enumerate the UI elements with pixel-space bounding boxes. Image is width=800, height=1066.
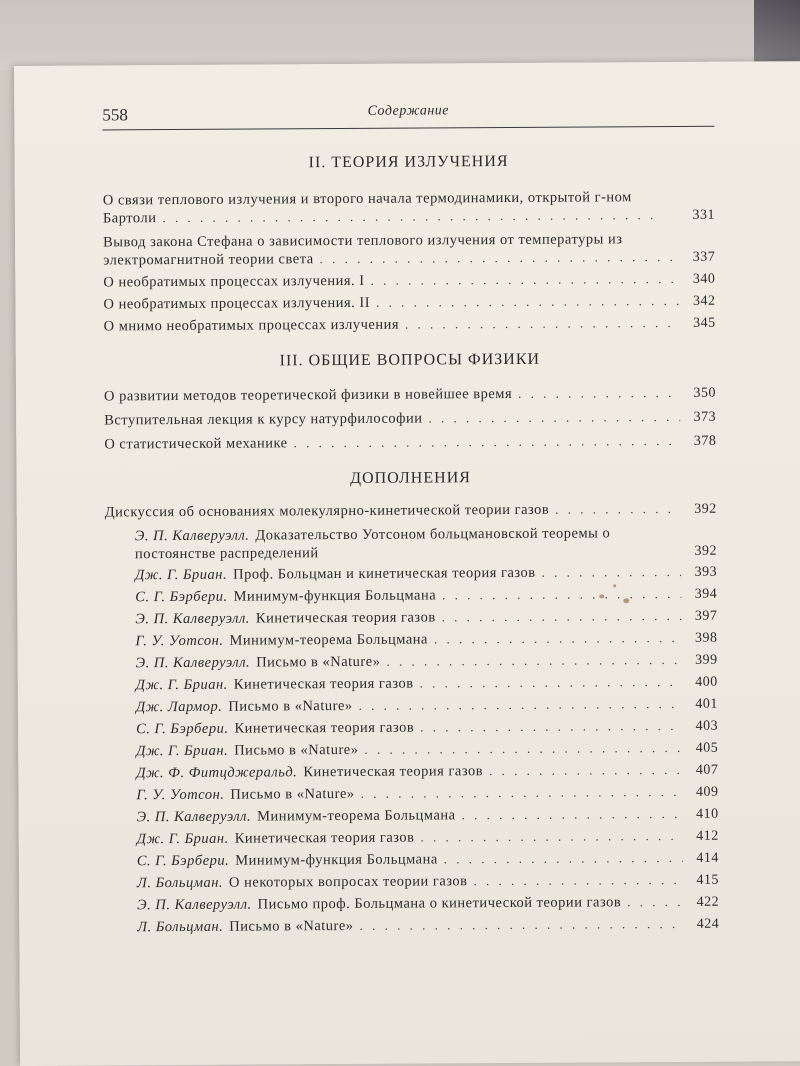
toc-entry-text: электромагнитной теории света bbox=[103, 251, 314, 269]
toc-author: Л. Больцман. bbox=[137, 918, 224, 936]
toc-entry bbox=[137, 849, 719, 871]
toc-entry-text: О некоторых вопросах теории газов bbox=[228, 873, 468, 891]
dot-leader bbox=[376, 292, 680, 312]
dot-leader bbox=[489, 761, 682, 780]
toc-page-number: 345 bbox=[693, 315, 716, 331]
toc-page-number: 398 bbox=[694, 630, 718, 646]
toc-entry-text: Минимум-теорема Больцмана bbox=[257, 807, 456, 825]
dot-leader bbox=[428, 408, 680, 428]
toc-page-number: 415 bbox=[696, 872, 720, 888]
running-head bbox=[102, 102, 714, 131]
toc-entry-text: Минимум-теорема Больцмана bbox=[229, 631, 428, 649]
dot-leader bbox=[442, 585, 681, 604]
dot-leader bbox=[434, 629, 682, 649]
toc-entry-text: Проф. Больцман и кинетическая теория газов bbox=[233, 564, 536, 583]
toc-author: С. Г. Бэрбери. bbox=[135, 588, 228, 606]
toc-page-number: 393 bbox=[694, 564, 718, 580]
toc-page-number: 399 bbox=[695, 652, 718, 668]
toc-entry-text: Вступительная лекция к курсу натурфилософии bbox=[104, 410, 423, 429]
dot-leader bbox=[473, 871, 683, 890]
dot-leader bbox=[462, 805, 683, 824]
toc-page-number: 409 bbox=[695, 784, 719, 800]
dot-leader bbox=[420, 827, 682, 847]
dot-leader bbox=[420, 717, 682, 737]
toc-author: Э. П. Калверуэлл. bbox=[137, 896, 252, 914]
toc-entry-text: Кинетическая теория газов bbox=[234, 829, 415, 847]
toc-entry bbox=[136, 739, 718, 761]
toc-author: Дж. Г. Бриан. bbox=[136, 742, 229, 760]
toc-author: Г. У. Уотсон. bbox=[136, 786, 225, 804]
toc-author: Э. П. Калверуэлл. bbox=[135, 610, 250, 628]
toc-entry bbox=[103, 292, 715, 314]
paper-stain bbox=[599, 594, 604, 598]
toc-entry-text: Письмо проф. Больцмана о кинетической теории газов bbox=[257, 894, 622, 913]
toc-page-number: 410 bbox=[696, 806, 719, 822]
toc-entry bbox=[136, 761, 718, 783]
toc-entry-text: Кинетическая теория газов bbox=[234, 719, 415, 737]
toc-page-number: 378 bbox=[693, 433, 717, 449]
toc-page-number: 392 bbox=[694, 543, 718, 559]
toc-author: Э. П. Калверуэлл. bbox=[134, 527, 250, 545]
dot-leader bbox=[320, 248, 680, 268]
dot-leader bbox=[386, 651, 681, 671]
toc-entry-text: Письмо в «Nature» bbox=[229, 917, 354, 935]
toc-entry-text: О мнимо необратимых процессах излучения bbox=[103, 316, 400, 335]
toc-entry bbox=[136, 783, 718, 805]
toc-entry bbox=[135, 585, 717, 607]
toc-entry bbox=[135, 607, 717, 629]
table-surface bbox=[0, 0, 800, 70]
toc-entry bbox=[104, 384, 716, 406]
toc-author: Э. П. Калверуэлл. bbox=[136, 808, 252, 826]
toc-entry bbox=[105, 500, 717, 522]
dot-leader bbox=[442, 607, 682, 626]
page-number: 558 bbox=[102, 105, 128, 125]
section-heading-radiation: II. ТЕОРИЯ ИЗЛУЧЕНИЯ bbox=[308, 152, 509, 172]
toc-entry-text: Кинетическая теория газов bbox=[233, 675, 414, 693]
toc-entry-text: Минимум-функция Больцмана bbox=[233, 587, 437, 605]
dot-leader bbox=[419, 673, 681, 693]
dot-leader bbox=[162, 206, 679, 227]
toc-author: С. Г. Бэрбери. bbox=[136, 720, 229, 738]
running-title: Содержание bbox=[367, 103, 450, 119]
toc-entry bbox=[137, 893, 719, 915]
toc-author: Дж. Г. Бриан. bbox=[135, 676, 228, 694]
toc-entry bbox=[104, 408, 716, 430]
toc-page-number: 397 bbox=[694, 608, 718, 624]
toc-entry-text: О статистической механике bbox=[104, 435, 288, 453]
toc-author: Дж. Г. Бриан. bbox=[136, 830, 229, 848]
toc-entry-text: О необратимых процессах излучения. II bbox=[103, 294, 371, 313]
toc-entry bbox=[103, 270, 715, 292]
toc-entry-text: Доказательство Уотсоном больцмановской теоремы о bbox=[255, 525, 611, 544]
toc-page-number: 392 bbox=[694, 501, 717, 517]
dot-leader bbox=[627, 893, 683, 911]
dot-leader bbox=[359, 915, 683, 935]
toc-entry bbox=[103, 206, 715, 228]
toc-entry bbox=[135, 563, 717, 585]
dot-leader bbox=[405, 314, 680, 334]
toc-author: Дж. Лармор. bbox=[135, 698, 223, 716]
toc-page-number: 373 bbox=[693, 409, 717, 425]
toc-page-number: 331 bbox=[692, 207, 715, 223]
toc-entry-line1: Вывод закона Стефана о зависимости теплового излучения от температуры из bbox=[103, 231, 623, 251]
toc-page-number: 407 bbox=[695, 762, 719, 778]
toc-page-number: 337 bbox=[692, 249, 716, 265]
toc-entry bbox=[135, 542, 717, 564]
toc-page-number: 350 bbox=[693, 385, 717, 401]
dot-leader bbox=[542, 563, 682, 582]
dot-leader bbox=[364, 739, 682, 759]
dot-leader bbox=[518, 384, 680, 403]
toc-author: Дж. Ф. Фитцджеральд. bbox=[136, 764, 298, 782]
toc-entry-line1: О связи теплового излучения и второго начала термодинамики, открытой г-ном bbox=[102, 189, 632, 209]
toc-entry-text: постоянстве распределений bbox=[134, 545, 319, 563]
toc-entry bbox=[137, 805, 719, 827]
toc-entry-text: Письмо в «Nature» bbox=[256, 653, 381, 671]
toc-page-number: 403 bbox=[695, 718, 719, 734]
toc-author: Э. П. Калверуэлл. bbox=[135, 654, 251, 672]
toc-page-number: 340 bbox=[692, 271, 716, 287]
toc-entry-text: Письмо в «Nature» bbox=[228, 697, 353, 715]
toc-entry-text: Дискуссия об основаниях молекулярно-кинетической теории газов bbox=[104, 501, 550, 521]
toc-entry bbox=[136, 695, 718, 717]
section-heading-supplements: ДОПОЛНЕНИЯ bbox=[350, 469, 471, 487]
toc-page-number: 394 bbox=[694, 586, 718, 602]
toc-entry bbox=[136, 673, 718, 695]
toc-entry bbox=[136, 651, 718, 673]
toc-entry bbox=[137, 915, 719, 937]
toc-entry-text: О развитии методов теоретической физики в новейшее время bbox=[103, 385, 513, 405]
toc-author: С. Г. Бэрбери. bbox=[136, 852, 230, 870]
toc-entry-text: Кинетическая теория газов bbox=[255, 609, 436, 627]
dot-leader bbox=[371, 270, 680, 290]
book-page bbox=[14, 61, 800, 1066]
dot-leader bbox=[294, 432, 681, 452]
toc-entry bbox=[137, 827, 719, 849]
paper-stain bbox=[623, 598, 629, 603]
toc-author: Г. У. Уотсон. bbox=[135, 632, 224, 650]
toc-entry-text: Письмо в «Nature» bbox=[234, 741, 359, 759]
toc-entry bbox=[104, 314, 716, 336]
toc-author: Л. Больцман. bbox=[136, 874, 224, 892]
toc-entry-text: Минимум-функция Больцмана bbox=[235, 851, 438, 869]
toc-entry-text: Бартоли bbox=[102, 210, 157, 227]
toc-entry-text: Кинетическая теория газов bbox=[303, 763, 484, 781]
toc-entry bbox=[137, 871, 719, 893]
toc-page-number: 401 bbox=[695, 696, 718, 712]
dot-leader bbox=[361, 783, 683, 803]
paper-stain bbox=[613, 584, 616, 587]
toc-entry bbox=[103, 248, 715, 270]
toc-entry bbox=[135, 629, 717, 651]
toc-page-number: 405 bbox=[695, 740, 719, 756]
toc-page-number: 400 bbox=[695, 674, 718, 690]
toc-author: Дж. Г. Бриан. bbox=[135, 566, 228, 584]
dot-leader bbox=[444, 849, 683, 868]
dot-leader bbox=[555, 500, 681, 519]
toc-entry-text: Письмо в «Nature» bbox=[230, 785, 355, 803]
section-heading-general: III. ОБЩИЕ ВОПРОСЫ ФИЗИКИ bbox=[279, 350, 541, 370]
dot-leader bbox=[359, 695, 682, 715]
toc-page-number: 422 bbox=[696, 894, 720, 910]
toc-entry bbox=[136, 717, 718, 739]
toc-page-number: 424 bbox=[696, 916, 720, 932]
toc-page-number: 342 bbox=[692, 293, 716, 309]
toc-entry bbox=[104, 432, 716, 454]
toc-entry-text: О необратимых процессах излучения. I bbox=[103, 272, 365, 291]
toc-page-number: 414 bbox=[696, 850, 719, 866]
toc-page-number: 412 bbox=[696, 828, 719, 844]
